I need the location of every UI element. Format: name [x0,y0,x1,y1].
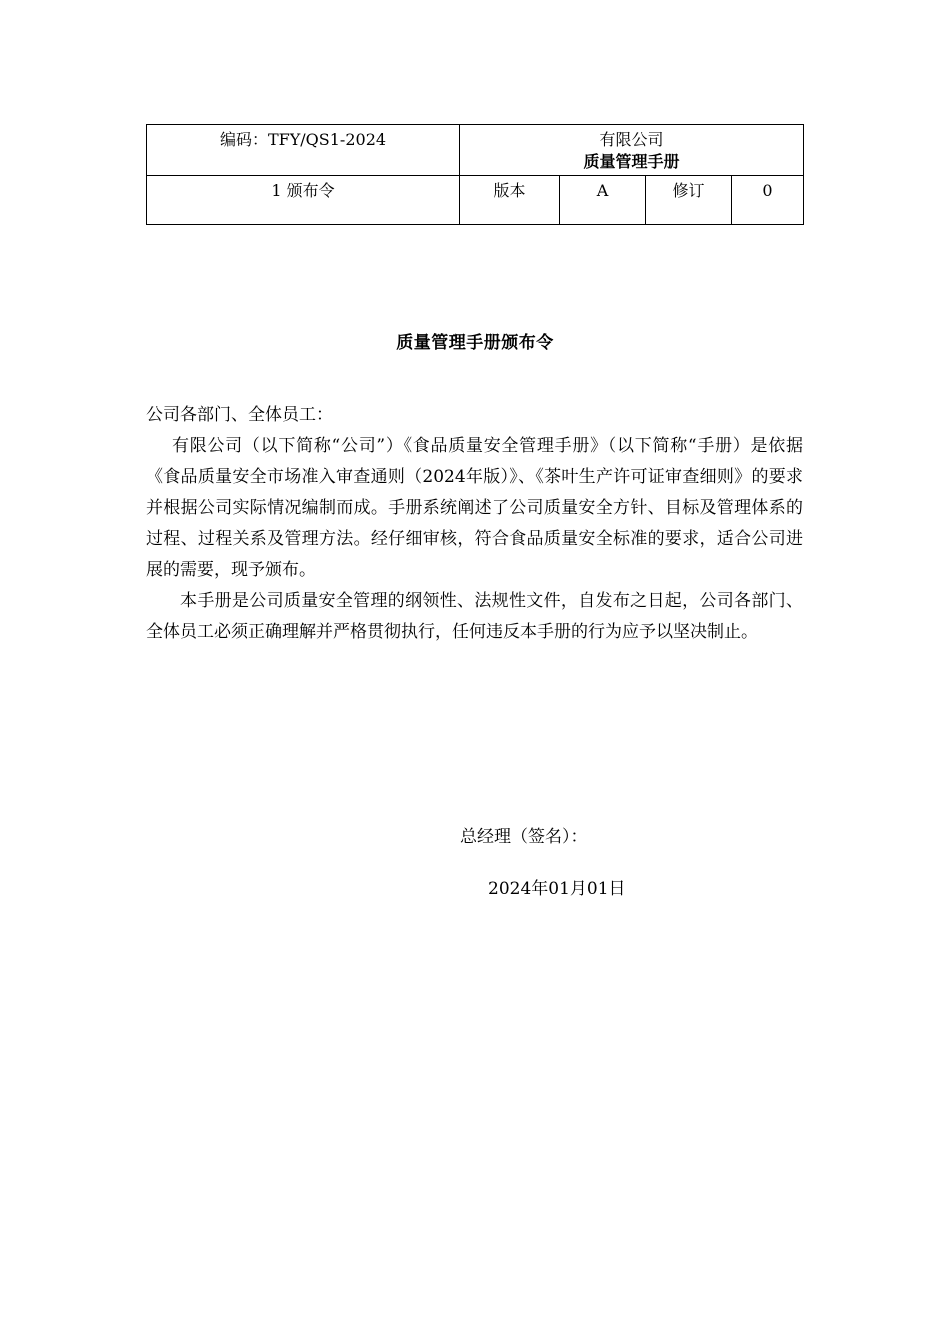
header-row-top [147,125,804,176]
signature-label: 总经理（签名）： [460,827,588,847]
manual-title: 质量管理手册 [583,152,680,171]
company-cell [460,125,804,176]
signature-date: 2024年01月01日 [488,879,626,899]
document-code-cell: 编码：TFY/QS1-2024 [147,125,460,176]
version-value-cell: A [560,176,646,225]
document-title: 质量管理手册颁布令 [396,333,554,353]
document-header-table [146,124,804,225]
revision-label-cell: 修订 [646,176,732,225]
section-cell: 1 颁布令 [147,176,460,225]
version-label-cell: 版本 [460,176,560,225]
company-name: 有限公司 [599,130,664,149]
header-row-bottom [147,176,804,225]
salutation: 公司各部门、全体员工： [146,405,333,425]
revision-value-cell: 0 [732,176,804,225]
body-paragraph-2: 本手册是公司质量安全管理的纲领性、法规性文件，自发布之日起，公司各部门、全体员工必须正确理解并严格贯彻执行，任何违反本手册的行为应予以坚决制止。 [146,591,803,642]
body-paragraph-1: 有限公司（以下简称“公司”）《食品质量安全管理手册》（以下简称“手册）是依据《食品质量安全市场准入审查通则（2024年版）》、《茶叶生产许可证审查细则》的要求并根据公司实际情况编制而成。手册系统阐述了公司质量安全方针、目标及管理体系的过程、过程关系及管理方法。经仔细审核，符合食品质量安全标准的要求，适合公司进展的需要，现予颁布。 [146,436,803,580]
document-body [146,400,803,648]
